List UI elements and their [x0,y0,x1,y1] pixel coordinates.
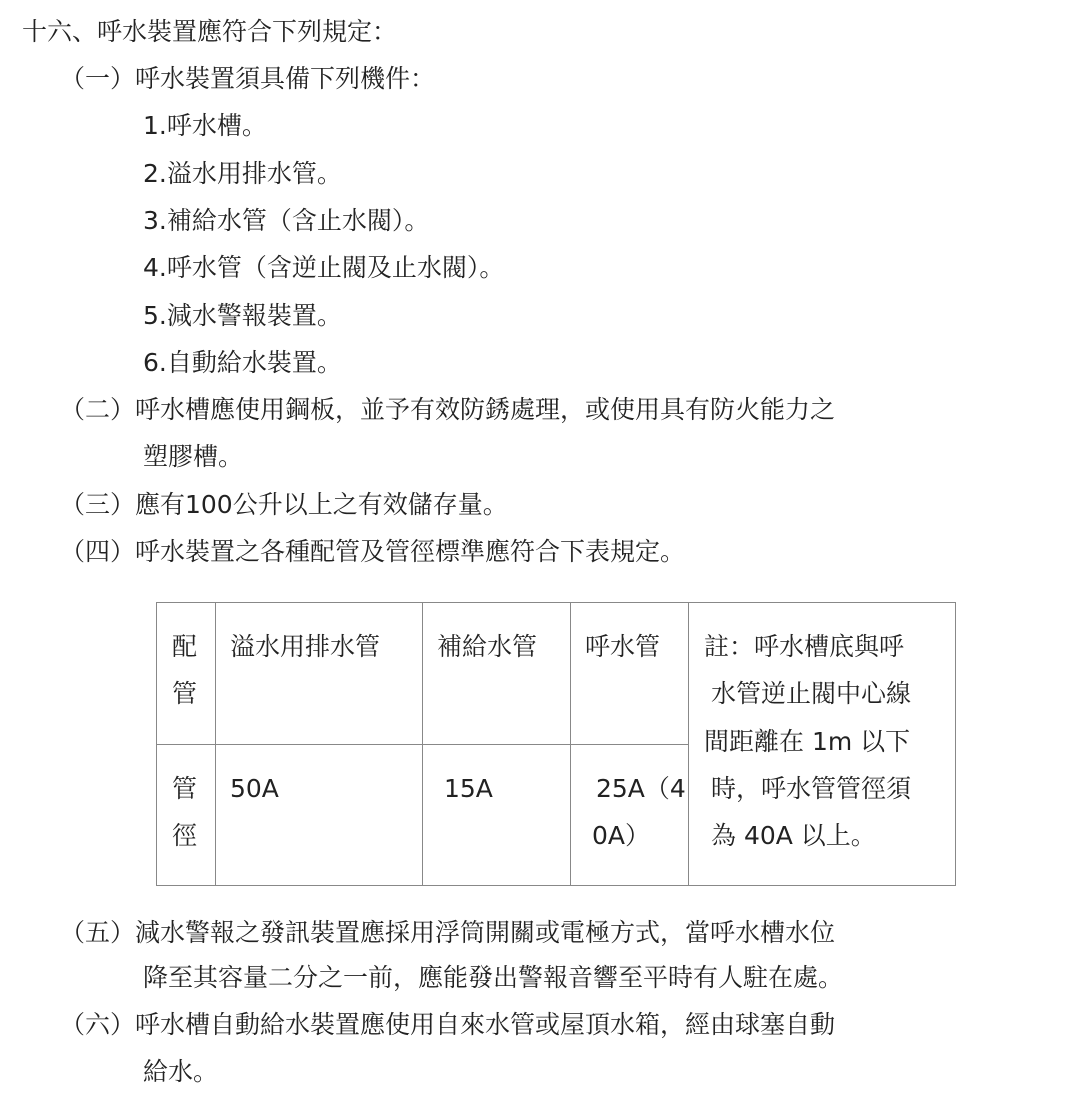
sub-item: 4.呼水管（含逆止閥及止水閥）。 [143,253,505,282]
value-cell: 15A [444,774,493,803]
table-rule [215,602,216,886]
note-line: 水管逆止閥中心線 [711,679,912,708]
item-5-cont: 降至其容量二分之一前，應能發出警報音響至平時有人駐在處。 [143,963,844,992]
table-rule [156,602,157,886]
item-2-cont: 塑膠槽。 [143,442,244,471]
note-line: 為 40A 以上。 [711,821,876,850]
column-header: 溢水用排水管 [230,632,381,661]
sub-item: 3.補給水管（含止水閥）。 [143,206,430,235]
table-rule [156,602,956,603]
note-line: 時，呼水管管徑須 [711,774,912,803]
item-6-cont: 給水。 [143,1057,219,1086]
row-header-diameter: 徑 [172,821,198,850]
item-3: （三）應有100公升以上之有效儲存量。 [60,490,508,519]
pipe-spec-table [156,602,956,886]
sub-item: 5.減水警報裝置。 [143,301,342,330]
row-header-piping: 管 [172,679,198,708]
item-4: （四）呼水裝置之各種配管及管徑標準應符合下表規定。 [60,537,686,566]
table-rule [688,602,689,886]
item-6: （六）呼水槽自動給水裝置應使用自來水管或屋頂水箱，經由球塞自動 [60,1010,836,1039]
note-line: 註：呼水槽底與呼 [704,632,905,661]
column-header: 補給水管 [437,632,538,661]
table-rule [422,602,423,886]
table-rule [570,602,571,886]
value-cell: 25A（4 [596,774,686,803]
table-rule [955,602,956,886]
sub-item: 2.溢水用排水管。 [143,159,342,188]
sub-item: 6.自動給水裝置。 [143,348,342,377]
column-header: 呼水管 [585,632,661,661]
table-rule [156,885,956,886]
item-2: （二）呼水槽應使用鋼板，並予有效防銹處理，或使用具有防火能力之 [60,395,836,424]
value-cell: 0A） [592,821,651,850]
item-5: （五）減水警報之發訊裝置應採用浮筒開關或電極方式，當呼水槽水位 [60,918,836,947]
section-heading: 十六、呼水裝置應符合下列規定： [22,17,398,46]
row-header-diameter: 管 [172,774,198,803]
sub-item: 1.呼水槽。 [143,111,267,140]
note-line: 間距離在 1m 以下 [704,727,911,756]
value-cell: 50A [230,774,279,803]
row-header-piping: 配 [172,632,198,661]
item-1: （一）呼水裝置須具備下列機件： [60,64,436,93]
